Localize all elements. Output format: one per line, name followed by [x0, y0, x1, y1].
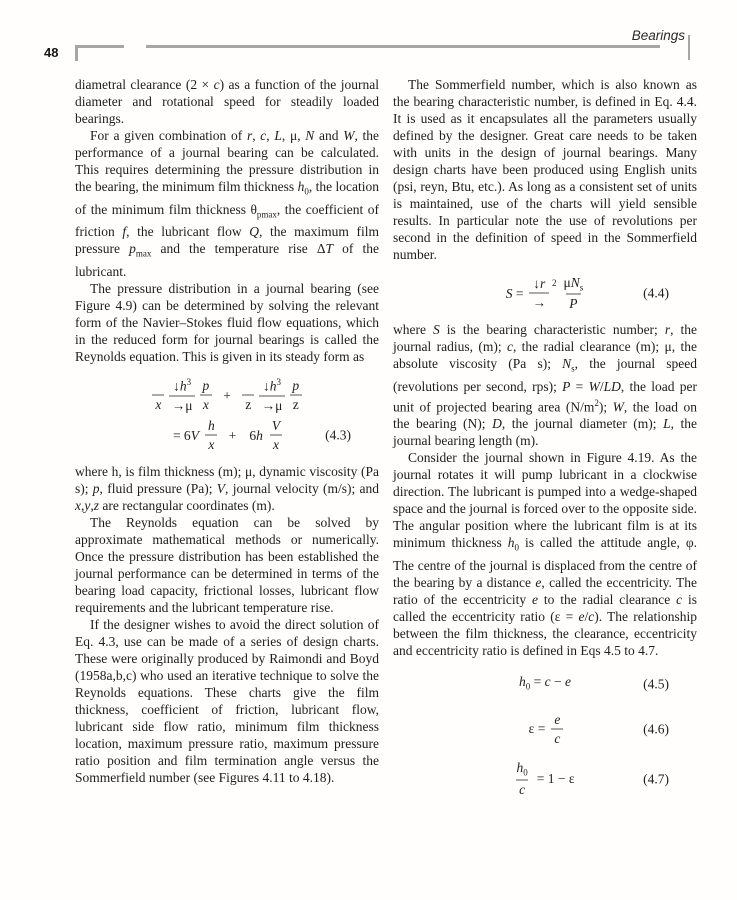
equation-number-4-7: (4.7)	[643, 771, 669, 787]
equation-4-3-line-2	[75, 415, 379, 455]
equation-4-7	[393, 759, 697, 799]
equation-4-6	[393, 709, 697, 749]
column-left	[75, 76, 379, 807]
equation-number-4-5: (4.5)	[643, 676, 669, 692]
running-title: Bearings	[631, 28, 685, 43]
equation-4-3-body-2: = 6V h x + 6h V x	[172, 417, 281, 453]
equation-4-5-line	[393, 669, 697, 699]
equation-4-3	[75, 375, 379, 455]
para-diametral-clearance: diametral clearance (2 × c) as a function of the journal diameter and rotational speed for steadily loaded bearings.	[75, 77, 379, 126]
equation-4-5-body: $h_0 = c - e$	[519, 673, 571, 692]
equation-4-3-body-1: x $↓h^3$ →μ p x + z $↓h^3$ →μ p z	[150, 377, 304, 413]
para-where-film-thickness: where h, is film thickness (m); μ, dynamic viscosity (Pa s); p, fluid pressure (Pa); V, journal velocity (m/s); and x,y,z are rectangular coordinates (m).	[75, 464, 380, 514]
para-design-charts: If the designer wishes to avoid the direct solution of Eq. 4.3, use can be made of a series of design charts. These were originally produced by Raimondi and Boyd (1958a,b,c) who used an iterative technique to solve the Reynolds equations. These charts give the film thickness, coefficient of friction, lubricant flow, lubricant side flow ratio, minimum film thickness location, maximum pressure ratio, maximum pressure ratio position and film termination angle versus the Sommerfield number (see Figures 4.11 to 4.18).	[75, 617, 379, 786]
page-number: 48	[44, 45, 59, 60]
equation-number-4-3: (4.3)	[325, 427, 351, 443]
equation-4-4-line	[393, 273, 697, 313]
equation-number-4-4: (4.4)	[643, 285, 669, 301]
para-given-combination: For a given combination of r, c, L, μ, N and W, the performance of a journal bearing can be calculated. This requires determining the pressure distribution in the bearing, the minimum film thickness $h_0$, the location of the minimum film thickness $\theta_{pmax}$, the coefficient of friction f, the lubricant flow Q, the maximum film pressure $p_{max}$ and the temperature rise ΔT of the lubricant.	[75, 128, 380, 280]
text-columns	[75, 76, 697, 807]
equation-4-7-body: $\frac{h_0}{c}$ = 1 − ε	[516, 760, 575, 798]
para-reynolds-solved: The Reynolds equation can be solved by approximate mathematical methods or numerically. Once the pressure distribution has been established the journal performance can be determined in terms of the bearing load capacity, frictional losses, lubricant flow requirements and the lubricant temperature rise.	[75, 515, 379, 616]
header-rule-segment-2	[146, 45, 660, 48]
equation-4-3-line-1	[75, 375, 379, 415]
header-rule-right-tick	[688, 35, 690, 60]
column-right	[393, 76, 697, 807]
equation-4-4-body: S = ↓r → 2 $\mu N_s$ P	[505, 274, 584, 312]
equation-4-6-line	[393, 709, 697, 749]
para-where-bearing-characteristic: where S is the bearing characteristic number; r, the journal radius, (m); c, the radial clearance (m); μ, the absolute viscosity (Pa s); $N_s$, the journal speed (revolutions per second, rps); P = W/LD, the load per unit of projected bearing area $(N/m^2)$; W, the load on the bearing (N); D, the journal diameter (m); L, the journal bearing length (m).	[393, 322, 698, 449]
equation-4-4	[393, 273, 697, 313]
equation-4-7-line	[393, 759, 697, 799]
equation-number-4-6: (4.6)	[643, 721, 669, 737]
para-sommerfield-number: The Sommerfield number, which is also known as the bearing characteristic number, is defined in Eq. 4.4. It is used as it encapsulates all the parameters usually defined by the designer. Great care needs to be taken with units in the design of journal bearings. Many design charts have been produced using English units (psi, reyn, Btu, etc.). As long as a consistent set of units is maintained, use of the charts will yield sensible results. In particular note the use of revolutions per second in the definition of speed in the Sommerfield number.	[393, 77, 697, 262]
equation-4-6-body: ε = $\frac{e}{c}$	[525, 712, 566, 746]
equation-4-5	[393, 669, 697, 699]
header-rule-segment-1	[75, 45, 124, 48]
para-consider-journal: Consider the journal shown in Figure 4.19. As the journal rotates it will pump lubricant in a clockwise direction. The lubricant is pumped into a wedge-shaped space and the journal is forced over to the opposite side. The angular position where the lubricant film is at its minimum thickness $h_0$ is called the attitude angle, φ. The centre of the journal is displaced from the centre of the bearing by a distance e, called the eccentricity. The ratio of the eccentricity e to the radial clearance c is called the eccentricity ratio (ε = e/c). The relationship between the film thickness, the clearance, eccentricity and eccentricity ratio is defined in Eqs 4.5 to 4.7.	[393, 450, 698, 658]
para-pressure-distribution: The pressure distribution in a journal bearing (see Figure 4.9) can be determined by solving the relevant form of the Navier–Stokes fluid flow equations, which in the reduced form for journal bearings is called the Reynolds equation. This is given in its steady form as	[75, 281, 379, 365]
